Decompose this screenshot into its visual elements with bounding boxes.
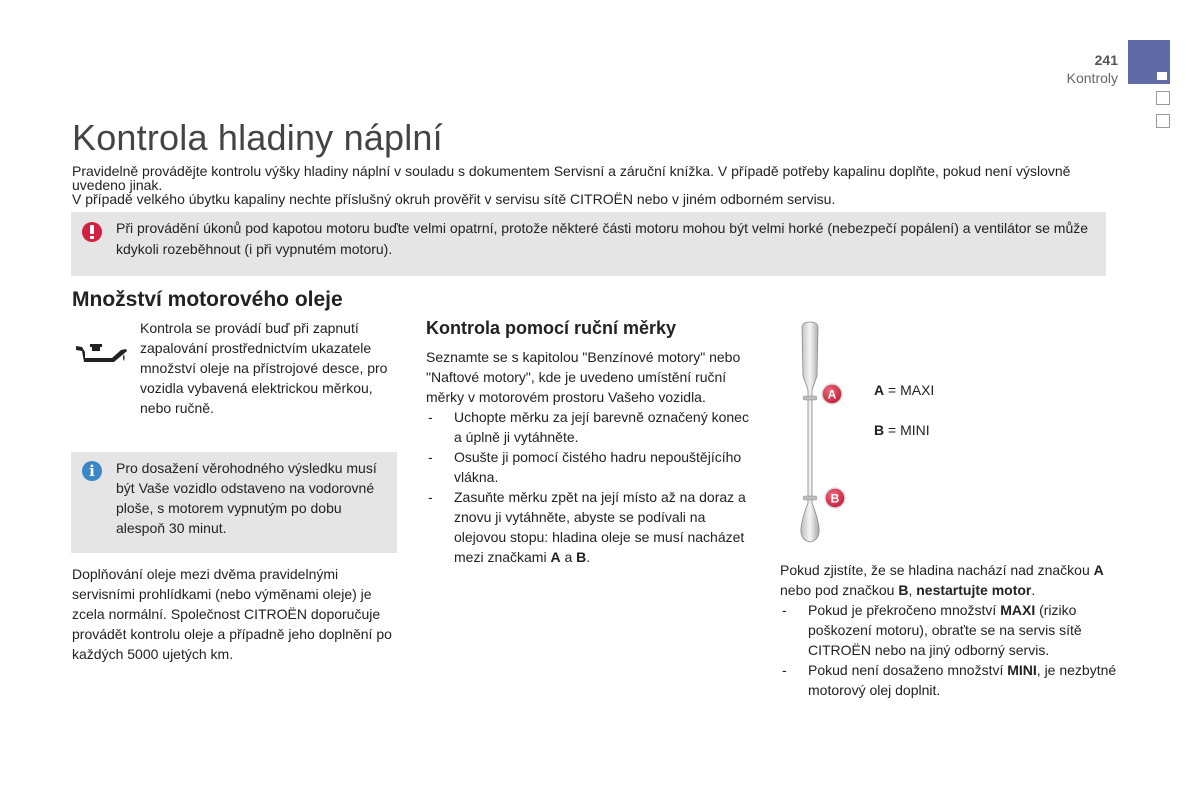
dipstick-diagram — [780, 318, 860, 548]
list-item: - Uchopte měrku za její barevně označený konec a úplně ji vytáhněte. — [426, 407, 754, 447]
oil-section-heading: Množství motorového oleje — [72, 288, 343, 311]
dipstick-steps — [426, 407, 754, 567]
mark-b-ref: B — [898, 582, 909, 598]
text-run: nebo pod značkou — [780, 582, 899, 598]
list-item — [780, 660, 1125, 700]
emphasis: nestartujte motor — [916, 582, 1032, 598]
result-paragraph — [780, 560, 1125, 600]
legend-key: B — [874, 422, 885, 438]
page-number: 241 — [1094, 52, 1118, 68]
chapter-tab-box — [1156, 91, 1170, 105]
period-text: . — [586, 549, 591, 565]
oil-can-icon — [74, 338, 130, 366]
mark-a-ref: A — [550, 549, 561, 565]
text-run: Pokud zjistíte, že se hladina nachází nad značkou — [780, 562, 1094, 578]
chapter-tab-box — [1156, 114, 1170, 128]
legend-key: A — [874, 382, 885, 398]
dipstick-section-heading: Kontrola pomocí ruční měrky — [426, 318, 677, 338]
list-item — [780, 600, 1125, 660]
marker-b-label: B — [830, 491, 840, 506]
dipstick-intro: Seznamte se s kapitolou "Benzínové motory" nebo "Naftové motory", kde je uvedeno umístění ruční měrky v motorovém prostoru Vašeho vozidla. — [426, 349, 741, 405]
intro-line: Pravidelně provádějte kontrolu výšky hladiny náplní v souladu s dokumentem Servisní a záruční knížka. V případě potřeby kapalinu doplňte, pokud není výslovně uvedeno jinak. — [72, 163, 1071, 193]
maxi-legend — [874, 382, 934, 398]
warning-text: Při provádění úkonů pod kapotou motoru buďte velmi opatrní, protože některé části motoru mohou být velmi horké (nebezpečí popálení) a ventilátor se může kdykoli rozeběhnout (i při vypnutém motoru). — [116, 220, 1089, 257]
marker-a — [822, 384, 842, 404]
step-text: Zasuňte měrku zpět na její místo až na doraz a znovu ji vytáhněte, abyste se podívali na olejovou stopu: hladina oleje se musí nacházet mezi značkami — [454, 489, 746, 565]
text-run: . — [1031, 582, 1036, 598]
mark-b-ref: B — [576, 549, 587, 565]
marker-b — [825, 488, 845, 508]
mini-legend — [874, 422, 930, 438]
legend-value: = MAXI — [884, 382, 935, 398]
legend-value: = MINI — [884, 422, 930, 438]
intro-text — [72, 164, 1112, 206]
info-text: Pro dosažení věrohodného výsledku musí být Vaše vozidlo odstaveno na vodorovné ploše, s motorem vypnutým po dobu alespoň 30 minut. — [116, 460, 377, 536]
result-text — [780, 560, 1125, 700]
result-list — [780, 600, 1125, 700]
mark-a-ref: A — [1093, 562, 1104, 578]
oil-check-text: Kontrola se provádí buď při zapnutí zapalování prostřednictvím ukazatele množství oleje na přístrojové desce, pro vozidla vybavená elektrickou měrkou, nebo ručně. — [140, 320, 388, 416]
text-run: (riziko poškození motoru), obraťte se na servis sítě CITROËN nebo na jiný odborný servis. — [808, 602, 1082, 658]
chapter-tab-marker — [1157, 72, 1167, 80]
section-name: Kontroly — [1066, 70, 1118, 86]
and-text: a — [560, 549, 577, 565]
warning-exclamation-icon — [82, 222, 102, 242]
intro-line: V případě velkého úbytku kapaliny nechte příslušný okruh prověřit v servisu sítě CITROËN nebo v jiném odborném servisu. — [72, 191, 836, 207]
dipstick-instructions — [426, 347, 754, 567]
text-run: , — [908, 582, 917, 598]
emphasis: MAXI — [1000, 602, 1036, 618]
list-item — [426, 487, 754, 567]
list-item: - Osušte ji pomocí čistého hadru nepouštějícího vlákna. — [426, 447, 754, 487]
info-icon: i — [82, 461, 102, 481]
refill-text: Doplňování oleje mezi dvěma pravidelnými servisními prohlídkami (nebo výměnami oleje) je zcela normální. Společnost CITROËN doporučuje provádět kontrolu oleje a případně jeho doplnění po každých 5000 ujetých km. — [72, 566, 392, 662]
text-run: Pokud není dosaženo množství — [808, 662, 1008, 678]
marker-a-label: A — [827, 387, 837, 402]
page-title: Kontrola hladiny náplní — [72, 117, 443, 158]
text-run: , je nezbytné motorový olej doplnit. — [808, 662, 1117, 698]
emphasis: MINI — [1007, 662, 1037, 678]
text-run: Pokud je překročeno množství — [808, 602, 1001, 618]
dipstick-icon — [801, 322, 819, 542]
